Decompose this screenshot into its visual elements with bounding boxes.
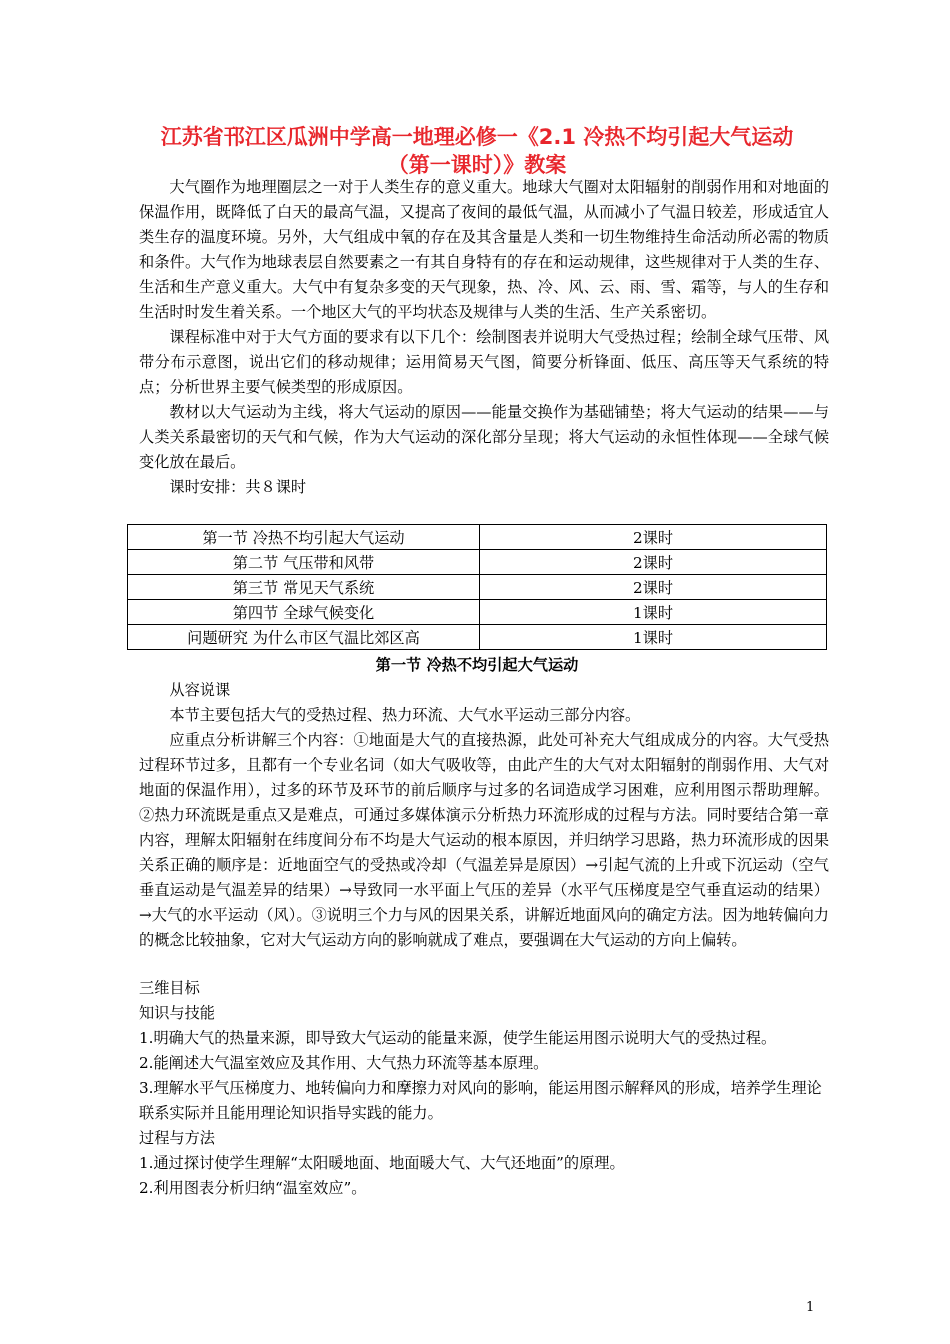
goal-item: 2.利用图表分析归纳“温室效应”。 bbox=[139, 1179, 367, 1197]
table-row bbox=[128, 550, 827, 575]
goals-section bbox=[139, 976, 829, 1201]
table-row bbox=[128, 625, 827, 650]
schedule-section-cell: 第三节 常见天气系统 bbox=[128, 575, 480, 600]
schedule-section-cell: 第四节 全球气候变化 bbox=[128, 600, 480, 625]
doc-title-line-1: 江苏省邗江区瓜洲中学高一地理必修一《2.1 冷热不均引起大气运动 bbox=[160, 125, 794, 149]
lesson-paragraph: 本节主要包括大气的受热过程、热力环流、大气水平运动三部分内容。 bbox=[169, 706, 641, 724]
schedule-section-cell: 问题研究 为什么市区气温比郊区高 bbox=[128, 625, 480, 650]
section-heading: 第一节 冷热不均引起大气运动 bbox=[375, 656, 579, 674]
lesson-paragraph: 应重点分析讲解三个内容：①地面是大气的直接热源，此处可补充大气组成成分的内容。大气受热过程环节过多，且都有一个专业名词（如大气吸收等，由此产生的大气对太阳辐射的削弱作用、大气对地面的保温作用），过多的环节及环节的前后顺序与过多的名词造成学习困难，应利用图示帮助理解。②热力环流既是重点又是难点，可通过多媒体演示分析热力环流形成的过程与方法。同时要结合第一章内容，理解太阳辐射在纬度间分布不均是大气运动的根本原因，并归纳学习思路，热力环流形成的因果关系正确的顺序是：近地面空气的受热或冷却（气温差异是原因）→引起气流的上升或下沉运动（空气垂直运动是气温差异的结果）→导致同一水平面上气压的差异（水平气压梯度是空气垂直运动的结果）→大气的水平运动（风）。③说明三个力与风的因果关系，讲解近地面风向的确定方法。因为地转偏向力的概念比较抽象，它对大气运动方向的影响就成了难点，要强调在大气运动的方向上偏转。 bbox=[139, 731, 829, 949]
intro-section bbox=[139, 175, 829, 500]
intro-paragraph: 大气圈作为地理圈层之一对于人类生存的意义重大。地球大气圈对太阳辐射的削弱作用和对地面的保温作用，既降低了白天的最高气温，又提高了夜间的最低气温，从而减小了气温日较差，形成适宜人类生存的温度环境。另外，大气组成中氧的存在及其含量是人类和一切生物维持生命活动所必需的物质和条件。大气作为地球表层自然要素之一有其自身特有的存在和运动规律，这些规律对于人类的生存、生活和生产意义重大。大气中有复杂多变的天气现象，热、冷、风、云、雨、雪、霜等，与人的生存和生活时时发生着关系。一个地区大气的平均状态及规律与人类的生活、生产关系密切。 bbox=[139, 178, 829, 321]
schedule-hours-cell: 1课时 bbox=[480, 600, 827, 625]
lesson-subheading: 从容说课 bbox=[169, 681, 231, 699]
goals-subheading: 知识与技能 bbox=[139, 1004, 215, 1022]
doc-title-line-2: （第一课时）》教案 bbox=[387, 153, 567, 177]
goals-subheading: 过程与方法 bbox=[139, 1129, 215, 1147]
intro-paragraph: 课程标准中对于大气方面的要求有以下几个：绘制图表并说明大气受热过程；绘制全球气压带、风带分布示意图，说出它们的移动规律；运用简易天气图，简要分析锋面、低压、高压等天气系统的特点；分析世界主要气候类型的形成原因。 bbox=[139, 328, 829, 396]
schedule-hours-cell: 2课时 bbox=[480, 550, 827, 575]
schedule-hours-cell: 1课时 bbox=[480, 625, 827, 650]
lesson-section bbox=[139, 678, 829, 953]
table-row bbox=[128, 575, 827, 600]
schedule-caption: 课时安排：共８课时 bbox=[169, 478, 307, 496]
schedule-table bbox=[127, 524, 827, 650]
page-number: 1 bbox=[806, 1300, 815, 1315]
schedule-section-cell: 第二节 气压带和风带 bbox=[128, 550, 480, 575]
goal-item: 1.明确大气的热量来源，即导致大气运动的能量来源，使学生能运用图示说明大气的受热过程。 bbox=[139, 1029, 777, 1047]
schedule-section-cell: 第一节 冷热不均引起大气运动 bbox=[128, 525, 480, 550]
goal-item: 3.理解水平气压梯度力、地转偏向力和摩擦力对风向的影响，能运用图示解释风的形成，培养学生理论联系实际并且能用理论知识指导实践的能力。 bbox=[139, 1079, 822, 1122]
schedule-hours-cell: 2课时 bbox=[480, 575, 827, 600]
table-row bbox=[128, 600, 827, 625]
goals-heading: 三维目标 bbox=[139, 979, 200, 997]
goal-item: 1.通过探讨使学生理解“太阳暖地面、地面暖大气、大气还地面”的原理。 bbox=[139, 1154, 625, 1172]
intro-paragraph: 教材以大气运动为主线，将大气运动的原因——能量交换作为基础铺垫；将大气运动的结果——与人类关系最密切的天气和气候，作为大气运动的深化部分呈现；将大气运动的永恒性体现——全球气候变化放在最后。 bbox=[139, 403, 829, 471]
schedule-hours-cell: 2课时 bbox=[480, 525, 827, 550]
goal-item: 2.能阐述大气温室效应及其作用、大气热力环流等基本原理。 bbox=[139, 1054, 549, 1072]
table-row bbox=[128, 525, 827, 550]
